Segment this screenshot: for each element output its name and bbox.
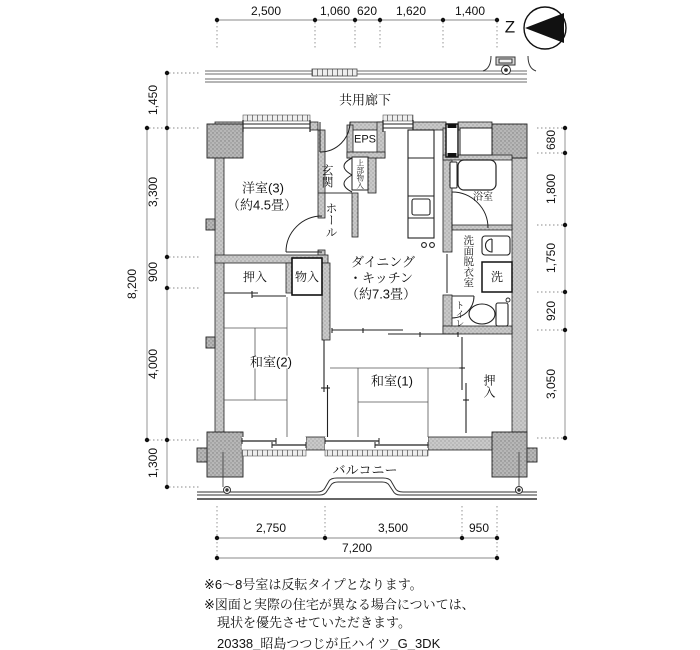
window-japanese2-balcony — [242, 437, 306, 456]
dim-right-4: 920 — [544, 300, 558, 322]
room-dk-line2: ・キッチン — [348, 270, 414, 286]
washbasin — [482, 236, 510, 255]
footer-id: 20338_昭島つつじが丘ハイツ_G_3DK — [217, 636, 441, 650]
kitchen-counter — [408, 130, 434, 247]
closet-top-label: 押入 — [242, 270, 268, 284]
room-washroom: 洗面脱衣室 — [462, 234, 475, 288]
room-west3-size: （約4.5畳） — [226, 197, 298, 213]
dim-top-4: 1,620 — [395, 4, 427, 18]
note-line3: 現状を優先させていただきます。 — [217, 615, 411, 630]
dim-right-1: 680 — [544, 129, 558, 151]
dim-left-3: 900 — [146, 261, 160, 283]
bathtub — [450, 160, 496, 190]
corridor-window — [312, 69, 357, 76]
entrance-closet-folding-doors — [344, 158, 352, 192]
room-toilet: トイレ — [454, 300, 465, 328]
dim-left-5: 1,300 — [146, 447, 160, 479]
dim-top-1: 2,500 — [250, 4, 282, 18]
north-letter: Z — [504, 17, 516, 37]
common-corridor-lines — [205, 71, 527, 82]
sliding-closet-right — [459, 337, 469, 433]
room-japanese1: 和室(1) — [371, 373, 413, 389]
note-line1: ※6〜8号室は反転タイプとなります。 — [204, 577, 423, 592]
dim-right-3: 1,750 — [544, 242, 558, 274]
washer-label: 洗 — [490, 270, 504, 284]
window-west3-top — [243, 115, 310, 132]
room-japanese2: 和室(2) — [250, 354, 292, 370]
sliding-dk-japanese1 — [332, 328, 458, 337]
dim-right-2: 1,800 — [544, 173, 558, 205]
window-japanese1-balcony — [325, 437, 428, 456]
toilet-fixture — [469, 298, 510, 326]
room-upper-storage: 上部物入 — [355, 159, 365, 189]
room-eps: EPS — [353, 133, 377, 146]
dim-left-2: 3,300 — [146, 176, 160, 208]
room-entrance: 玄関 — [320, 164, 334, 188]
window-dk-top — [383, 115, 413, 132]
room-hall: ホール — [324, 202, 338, 238]
north-arrow — [524, 7, 566, 49]
room-bath: 浴室 — [473, 192, 493, 203]
dim-top-2: 1,060 — [319, 4, 351, 18]
corridor-label: 共用廊下 — [338, 92, 392, 108]
dim-top-3: 620 — [356, 4, 378, 18]
storage-label: 物入 — [294, 270, 320, 284]
dim-left-1: 1,450 — [146, 84, 160, 116]
note-line2: ※図面と実際の住宅が異なる場合については、 — [204, 597, 475, 612]
dim-left-4: 4,000 — [146, 348, 160, 380]
west3-door — [286, 216, 322, 252]
sliding-closet-top — [224, 291, 286, 298]
dim-bottom-3: 950 — [468, 521, 490, 535]
sliding-japanese2-japanese1 — [321, 340, 330, 437]
dim-bottom-total: 7,200 — [341, 541, 373, 555]
dim-right-5: 3,050 — [544, 368, 558, 400]
dim-left-total: 8,200 — [125, 268, 139, 300]
room-west3-name: 洋室(3) — [242, 180, 284, 196]
dim-bottom-1: 2,750 — [255, 521, 287, 535]
closet-right-label: 押入 — [482, 374, 496, 398]
room-dk-line1: ダイニング — [351, 254, 415, 270]
balcony-label: バルコニー — [332, 462, 398, 478]
pipe-shaft — [446, 124, 492, 157]
room-dk-size: （約7.3畳） — [345, 286, 417, 302]
dim-bottom-2: 3,500 — [377, 521, 409, 535]
dim-top-5: 1,400 — [454, 4, 486, 18]
corridor-end-pipe — [483, 56, 536, 75]
